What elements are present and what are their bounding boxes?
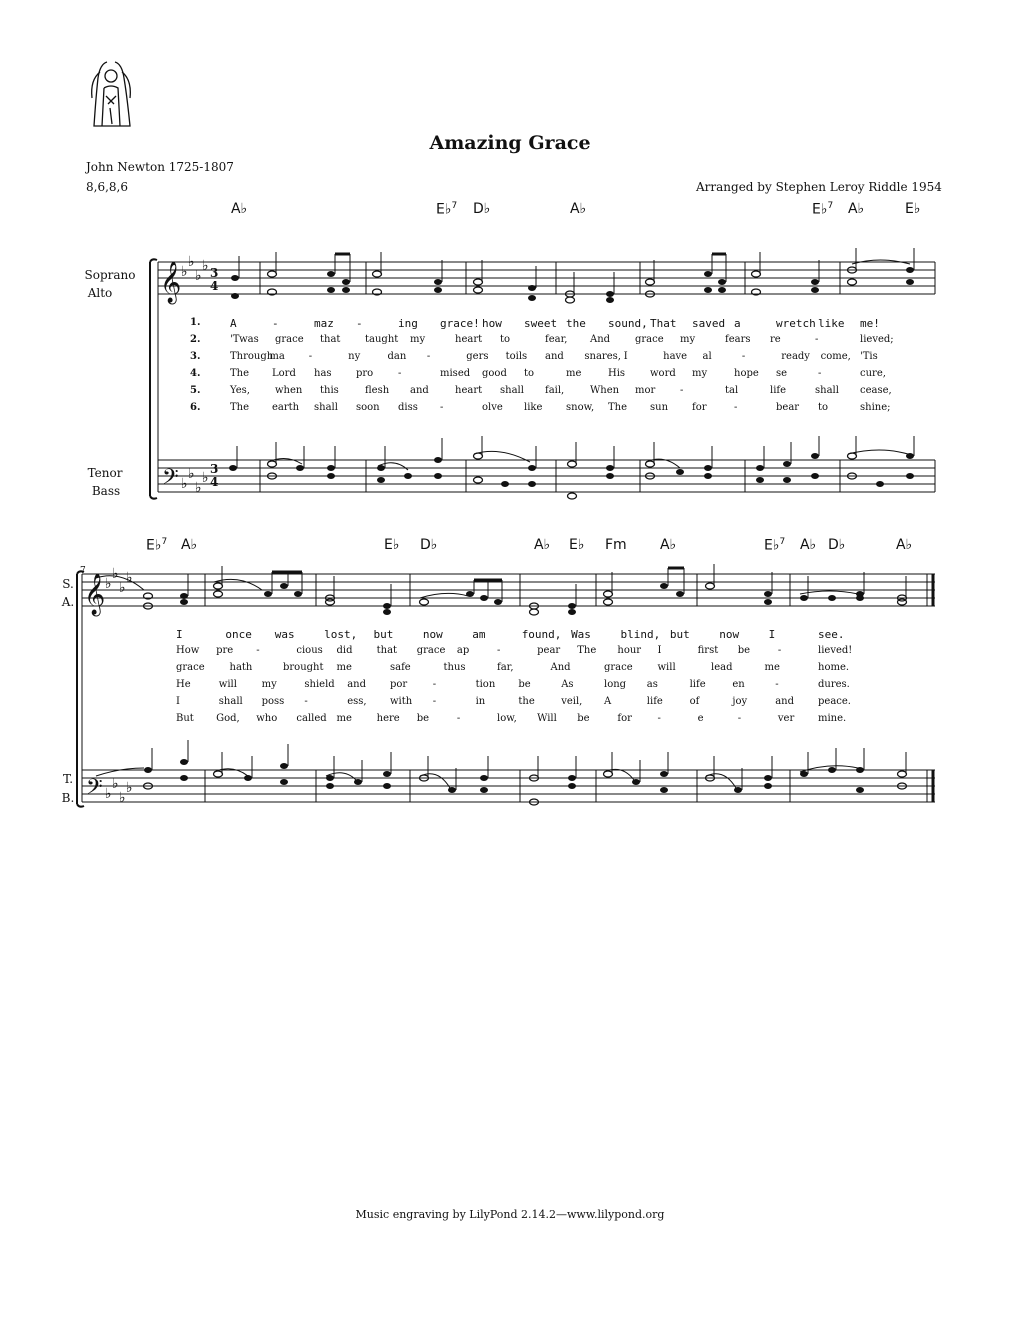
- part-label-s: S.: [62, 577, 74, 591]
- lyric-syllable: The: [230, 368, 250, 379]
- chord-symbol: D♭: [473, 201, 491, 217]
- bass-clef-icon: 𝄢: [162, 465, 179, 495]
- lyric-syllable: brought: [283, 662, 324, 673]
- lyric-syllable: veil,: [561, 696, 583, 707]
- svg-text:4: 4: [210, 475, 219, 489]
- lyric-syllable: lead: [711, 662, 733, 673]
- lyric-syllable: -: [456, 713, 461, 724]
- lyric-syllable: and: [410, 385, 429, 396]
- lyric-syllable: am: [472, 628, 486, 641]
- lyric-syllable: -: [256, 645, 260, 656]
- lyric-syllable: -: [775, 679, 779, 690]
- lyric-syllable: -: [818, 368, 822, 379]
- part-label-bass: Bass: [91, 484, 121, 498]
- lyric-syllable: wretch: [776, 317, 816, 330]
- lyric-syllable: tion: [475, 679, 496, 690]
- chord-symbol: E♭: [384, 537, 400, 553]
- lyric-syllable: -: [304, 696, 308, 707]
- lyric-syllable: my: [410, 334, 426, 345]
- lyric-syllable: -: [657, 713, 661, 724]
- lyric-syllable: I: [768, 628, 776, 641]
- lyric-syllable: mine.: [818, 713, 847, 724]
- lyric-syllable: As: [561, 679, 574, 690]
- lyric-syllable: The: [608, 402, 628, 413]
- lyric-syllable: long: [604, 679, 627, 690]
- lyric-syllable: Yes,: [230, 385, 250, 396]
- lyric-syllable: shall: [314, 402, 338, 413]
- treble-clef-icon: 𝄞: [84, 574, 106, 615]
- lyric-syllable: did: [336, 645, 353, 656]
- lyric-syllable: found,: [521, 628, 562, 641]
- lyric-syllable: -: [497, 645, 501, 656]
- svg-text:3: 3: [210, 462, 219, 476]
- lyric-syllable: me: [764, 662, 780, 673]
- lyric-syllable: lost,: [324, 628, 358, 641]
- lyric-syllable: in: [475, 696, 486, 707]
- chord-symbol: D♭: [828, 537, 846, 553]
- svg-text:♭: ♭: [181, 264, 188, 280]
- lyric-syllable: my: [692, 368, 708, 379]
- verse-number: 5.: [190, 385, 201, 396]
- chord-symbol: A♭: [181, 537, 198, 553]
- verse-number: 6.: [190, 402, 201, 413]
- lyric-syllable: thus: [443, 662, 466, 673]
- svg-text:♭: ♭: [188, 466, 195, 482]
- lyric-syllable: once: [225, 628, 252, 641]
- lyric-syllable: Lord: [272, 368, 296, 379]
- measure-number: 7: [80, 566, 86, 576]
- svg-text:♭: ♭: [105, 576, 112, 592]
- lyric-syllable: good: [482, 368, 507, 379]
- lyric-syllable: se: [776, 368, 788, 379]
- lyric-syllable: ap: [456, 645, 470, 656]
- lyric-syllable: sweet: [524, 317, 558, 330]
- engraving-credit: Music engraving by LilyPond 2.14.2—www.lilypond.org: [355, 1208, 665, 1221]
- lyric-syllable: -: [815, 334, 819, 345]
- verse-number: 4.: [190, 368, 201, 379]
- lyric-syllable: -: [440, 402, 444, 413]
- lyric-syllable: sun: [650, 402, 669, 413]
- part-label-t: T.: [62, 772, 74, 786]
- svg-text:♭: ♭: [112, 566, 119, 582]
- svg-text:3: 3: [210, 266, 219, 280]
- chord-symbol: E♭$^7$: [146, 537, 168, 554]
- lyric-syllable: -: [398, 368, 402, 379]
- part-label-alto: Alto: [87, 286, 113, 300]
- lyric-syllable: but: [373, 628, 394, 641]
- lyric-syllable: called: [296, 713, 327, 724]
- lyric-syllable: have: [663, 351, 688, 362]
- lyric-syllable: heart: [455, 385, 483, 396]
- lyric-syllable: -: [432, 696, 437, 707]
- svg-text:♭: ♭: [119, 790, 126, 806]
- lyric-syllable: A: [230, 317, 237, 330]
- lyric-syllable: gers: [466, 351, 489, 362]
- lyric-syllable: was: [274, 628, 295, 641]
- lyric-syllable: grace: [416, 645, 446, 656]
- lyric-syllable: cure,: [860, 368, 886, 379]
- lyric-syllable: my: [261, 679, 277, 690]
- lyric-syllable: cious: [296, 645, 323, 656]
- lyric-syllable: for: [692, 402, 707, 413]
- chord-symbol: A♭: [848, 201, 865, 217]
- lyric-syllable: olve: [482, 402, 503, 413]
- lyric-syllable: me: [336, 713, 352, 724]
- lyric-syllable: re: [770, 334, 781, 345]
- score-title: Amazing Grace: [429, 132, 591, 154]
- lyric-syllable: Will: [537, 713, 557, 724]
- chord-symbol: A♭: [800, 537, 817, 553]
- chord-symbol: A♭: [570, 201, 587, 217]
- lyric-syllable: shall: [500, 385, 524, 396]
- lyric-syllable: joy: [732, 696, 748, 707]
- lyric-syllable: come,: [820, 351, 851, 362]
- lyric-syllable: fear,: [545, 334, 568, 345]
- lyric-syllable: be: [577, 713, 590, 724]
- lyric-syllable: me: [336, 662, 352, 673]
- lyric-syllable: who: [256, 713, 278, 724]
- svg-text:♭: ♭: [195, 480, 202, 496]
- lyric-syllable: earth: [272, 402, 300, 413]
- verse-number: 1.: [190, 317, 201, 328]
- lyric-syllable: -: [308, 351, 313, 362]
- lyric-syllable: see.: [818, 628, 845, 641]
- lyric-syllable: home.: [818, 662, 850, 673]
- svg-text:♭: ♭: [202, 258, 209, 274]
- lyric-syllable: like: [818, 317, 845, 330]
- lyric-syllable: safe: [390, 662, 411, 673]
- lyric-syllable: will: [657, 662, 676, 673]
- lyric-syllable: I: [176, 696, 180, 707]
- lyric-syllable: shield: [304, 679, 335, 690]
- part-label-b: B.: [61, 791, 75, 805]
- lyric-syllable: be: [416, 713, 430, 724]
- lyric-syllable: lieved!: [818, 645, 853, 656]
- lyric-syllable: when: [275, 385, 303, 396]
- lyric-syllable: God,: [216, 713, 240, 724]
- lyric-syllable: Was: [571, 628, 591, 641]
- lyric-syllable: shall: [815, 385, 839, 396]
- lyric-syllable: Through: [230, 351, 274, 362]
- verse-number: 2.: [190, 334, 201, 345]
- part-label-soprano: Soprano: [84, 268, 136, 282]
- svg-text:♭: ♭: [126, 780, 133, 796]
- lyric-syllable: will: [218, 679, 237, 690]
- lyric-syllable: grace: [176, 662, 205, 673]
- lyric-syllable: That: [650, 317, 677, 330]
- lyric-syllable: grace: [604, 662, 633, 673]
- lyric-syllable: be: [737, 645, 751, 656]
- lyric-syllable: I: [623, 351, 628, 362]
- lyric-syllable: fears: [725, 334, 751, 345]
- lyric-syllable: -: [734, 402, 738, 413]
- lyric-syllable: pear: [537, 645, 561, 656]
- lyric-syllable: how: [482, 317, 502, 330]
- lyric-syllable: -: [680, 385, 684, 396]
- chord-symbol: E♭$^7$: [436, 201, 458, 218]
- lyric-syllable: diss: [398, 402, 418, 413]
- lyric-syllable: a: [734, 317, 741, 330]
- lyric-syllable: as: [646, 679, 658, 690]
- chord-symbol: E♭: [569, 537, 585, 553]
- lyric-syllable: snares,: [584, 351, 621, 362]
- lyric-syllable: fail,: [545, 385, 565, 396]
- lyric-syllable: When: [590, 385, 620, 396]
- lyric-syllable: ess,: [347, 696, 367, 707]
- lyric-syllable: bear: [776, 402, 800, 413]
- lyric-syllable: dan: [387, 351, 407, 362]
- lyric-syllable: A: [604, 696, 612, 707]
- lyric-syllable: that: [320, 334, 341, 345]
- lyric-syllable: poss: [261, 696, 285, 707]
- lyric-syllable: the: [518, 696, 535, 707]
- lyric-syllable: to: [818, 402, 829, 413]
- lyric-syllable: like: [524, 402, 543, 413]
- lyric-syllable: cease,: [860, 385, 892, 396]
- lyric-syllable: -: [432, 679, 437, 690]
- author-credit: John Newton 1725-1807: [86, 160, 234, 174]
- verse-number: 3.: [190, 351, 201, 362]
- lyric-syllable: e: [697, 713, 704, 724]
- lyric-syllable: grace!: [440, 317, 480, 330]
- lyric-syllable: mor: [635, 385, 656, 396]
- lyric-syllable: snow,: [566, 402, 595, 413]
- lyric-syllable: ny: [348, 351, 361, 362]
- svg-text:4: 4: [210, 279, 219, 293]
- lyric-syllable: for: [617, 713, 632, 724]
- chord-symbol: A♭: [896, 537, 913, 553]
- lyric-syllable: mised: [440, 368, 471, 379]
- bass-clef-icon: 𝄢: [86, 775, 103, 805]
- lyric-syllable: al: [702, 351, 712, 362]
- lyric-syllable: the: [566, 317, 586, 330]
- lyric-syllable: and: [775, 696, 794, 707]
- lyric-syllable: The: [230, 402, 250, 413]
- lyric-syllable: 'Tis: [860, 351, 878, 362]
- lyric-syllable: -: [426, 351, 431, 362]
- lyric-syllable: grace: [635, 334, 664, 345]
- lyric-syllable: pre: [216, 645, 234, 656]
- lyric-syllable: me: [566, 368, 582, 379]
- lyric-syllable: ing: [398, 317, 418, 330]
- svg-text:♭: ♭: [188, 254, 195, 270]
- lyric-syllable: -: [741, 351, 746, 362]
- svg-text:♭: ♭: [126, 570, 133, 586]
- svg-text:♭: ♭: [202, 470, 209, 486]
- lyric-syllable: por: [390, 679, 408, 690]
- lyric-syllable: The: [577, 645, 597, 656]
- lyric-syllable: that: [376, 645, 398, 656]
- lyric-syllable: to: [500, 334, 511, 345]
- lyric-syllable: ver: [777, 713, 795, 724]
- lyric-syllable: blind,: [620, 628, 661, 641]
- svg-text:♭: ♭: [119, 580, 126, 596]
- lyric-syllable: but: [669, 628, 690, 641]
- lyric-syllable: low,: [497, 713, 517, 724]
- lyric-syllable: first: [697, 645, 719, 656]
- lyric-syllable: And: [550, 662, 571, 673]
- svg-text:♭: ♭: [181, 476, 188, 492]
- lyric-syllable: maz: [314, 317, 334, 330]
- lyric-syllable: heart: [455, 334, 483, 345]
- lyric-syllable: ma: [269, 351, 285, 362]
- lyric-syllable: lieved;: [860, 334, 894, 345]
- chord-symbol: D♭: [420, 537, 438, 553]
- chord-symbol: A♭: [534, 537, 551, 553]
- lyric-syllable: shall: [218, 696, 243, 707]
- lyric-syllable: far,: [497, 662, 514, 673]
- part-label-a: A.: [61, 595, 75, 609]
- lyric-syllable: hour: [617, 645, 642, 656]
- lyric-syllable: be: [518, 679, 531, 690]
- svg-text:♭: ♭: [112, 776, 119, 792]
- lyric-syllable: He: [176, 679, 191, 690]
- lyric-syllable: 'Twas: [230, 334, 259, 345]
- lyric-syllable: has: [314, 368, 332, 379]
- lyric-syllable: grace: [275, 334, 304, 345]
- lyric-syllable: me!: [860, 317, 880, 330]
- lyric-syllable: taught: [365, 334, 399, 345]
- lyric-syllable: with: [390, 696, 413, 707]
- lyric-syllable: life: [770, 385, 787, 396]
- lyric-syllable: -: [777, 645, 782, 656]
- lyric-syllable: hath: [229, 662, 253, 673]
- chord-symbol: E♭$^7$: [812, 201, 834, 218]
- lyric-syllable: toils: [505, 351, 528, 362]
- lyric-syllable: tal: [725, 385, 739, 396]
- svg-text:♭: ♭: [195, 268, 202, 284]
- lyric-syllable: hope: [734, 368, 759, 379]
- lyric-syllable: flesh: [365, 385, 390, 396]
- lyric-syllable: peace.: [818, 696, 851, 707]
- lyric-syllable: pro: [356, 368, 374, 379]
- lyric-syllable: here: [376, 713, 400, 724]
- chord-symbol: Fm: [605, 537, 627, 553]
- lyric-syllable: my: [680, 334, 696, 345]
- lyric-syllable: dures.: [818, 679, 850, 690]
- lyric-syllable: shine;: [860, 402, 891, 413]
- svg-text:♭: ♭: [105, 786, 112, 802]
- chord-symbol: A♭: [231, 201, 248, 217]
- lyric-syllable: now: [719, 628, 740, 641]
- lyric-syllable: -: [356, 317, 363, 330]
- lyric-syllable: and: [347, 679, 366, 690]
- lyric-syllable: sound,: [608, 317, 648, 330]
- lyric-syllable: life: [689, 679, 706, 690]
- lyric-syllable: to: [524, 368, 535, 379]
- lyric-syllable: this: [320, 385, 339, 396]
- lyric-syllable: How: [176, 645, 200, 656]
- lyric-syllable: His: [608, 368, 626, 379]
- lyric-syllable: life: [646, 696, 663, 707]
- part-label-tenor: Tenor: [87, 466, 123, 480]
- chord-symbol: A♭: [660, 537, 677, 553]
- lyric-syllable: -: [272, 317, 279, 330]
- lyric-syllable: ready: [781, 351, 810, 362]
- lyric-syllable: soon: [356, 402, 380, 413]
- treble-clef-icon: 𝄞: [160, 262, 182, 303]
- chord-symbol: E♭: [905, 201, 921, 217]
- chord-symbol: E♭$^7$: [764, 537, 786, 554]
- lyric-syllable: And: [590, 334, 611, 345]
- lyric-syllable: I: [176, 628, 183, 641]
- lyric-syllable: saved: [692, 317, 726, 330]
- lyric-syllable: en: [732, 679, 745, 690]
- lyric-syllable: now: [422, 628, 443, 641]
- lyric-syllable: of: [689, 696, 700, 707]
- lyric-syllable: I: [657, 645, 662, 656]
- arranger-credit: Arranged by Stephen Leroy Riddle 1954: [696, 180, 942, 194]
- lyric-syllable: and: [545, 351, 564, 362]
- lyric-syllable: -: [737, 713, 742, 724]
- lyric-syllable: word: [650, 368, 676, 379]
- meter-label: 8,6,8,6: [86, 180, 128, 194]
- lyric-syllable: But: [176, 713, 194, 724]
